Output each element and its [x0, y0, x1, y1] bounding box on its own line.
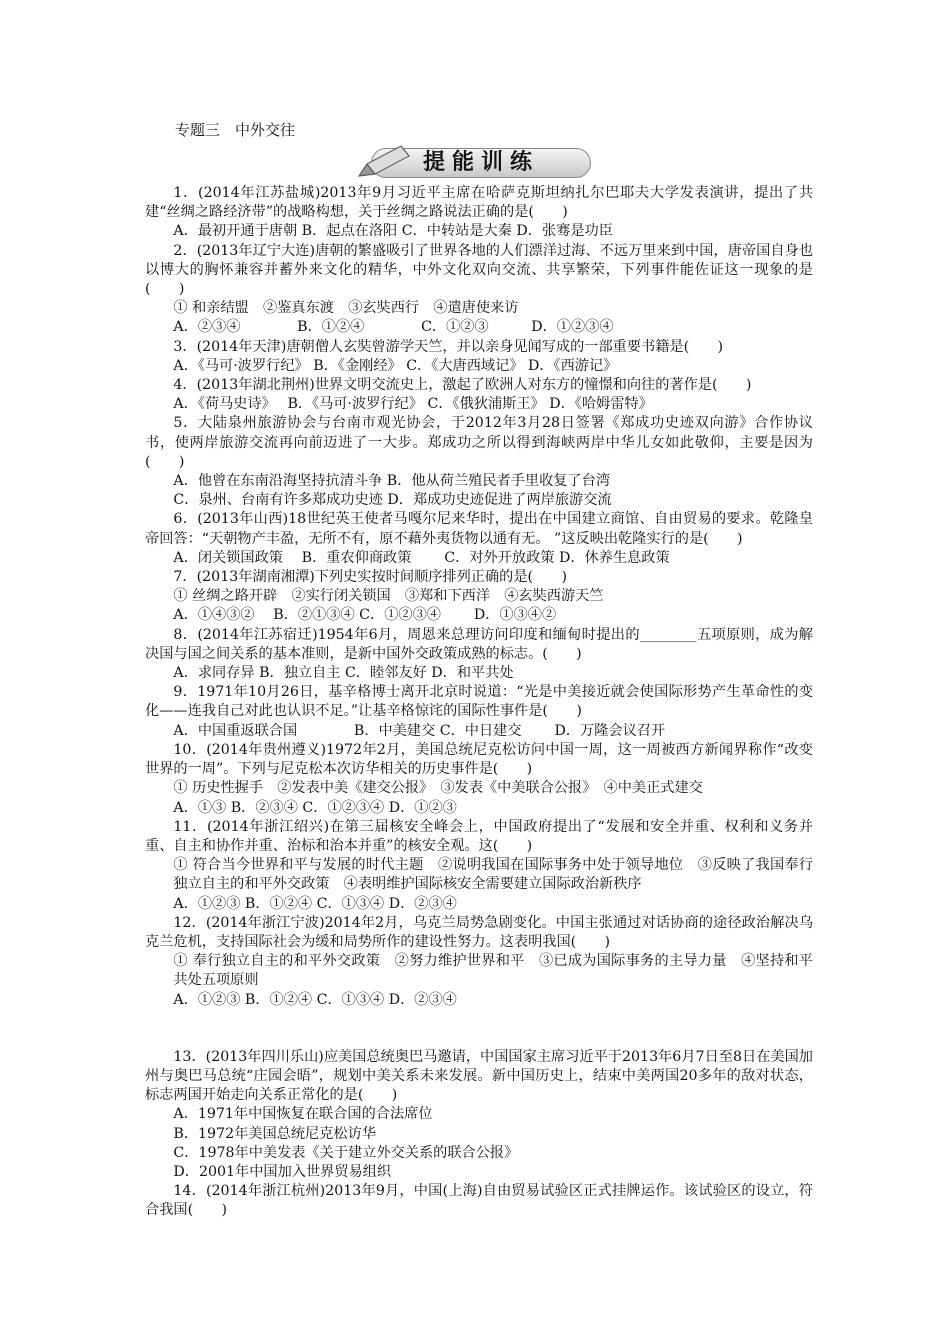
- question-text: (2013年湖北荆州)世界文明交流史上，激起了欧洲人对东方的憧憬和向往的著作是( ): [196, 377, 752, 394]
- question-stem: [145, 914, 813, 952]
- question-item: [145, 914, 813, 1010]
- question-item: [145, 1048, 813, 1182]
- question-number: 13．: [173, 1048, 206, 1065]
- question-number: 8．: [173, 626, 198, 643]
- question-stem: [145, 184, 813, 222]
- question-text: (2014年江苏盐城)2013年9月习近平主席在哈萨克斯坦纳扎尔巴耶夫大学发表演讲，提出了共建“丝绸之路经济带”的战略构想，关于丝绸之路说法正确的是( ): [145, 185, 814, 221]
- option-line: C．泉州、台南有许多郑成功史迹 D．郑成功史迹促进了两岸旅游交流: [173, 492, 612, 509]
- question-item: [145, 683, 813, 741]
- question-item: [145, 414, 813, 510]
- question-list: [145, 184, 813, 1221]
- question-stem: [145, 1048, 813, 1106]
- question-text: 1971年10月26日，基辛格博士离开北京时说道：“光是中美接近就会使国际形势产生革命性的变化——连我自己对此也认识不足。”让基辛格惊诧的国际性事件是( ): [145, 684, 814, 720]
- option-line: ① 丝绸之路开辟 ②实行闭关锁国 ③郑和下西洋 ④玄奘西游天竺: [173, 588, 604, 605]
- question-stem: [145, 338, 813, 357]
- option-line: A．他曾在东南沿海坚持抗清斗争 B．他从荷兰殖民者手里收复了台湾: [173, 473, 611, 490]
- question-stem: [145, 242, 813, 300]
- blank-gap: [145, 1010, 813, 1048]
- question-number: 5．: [173, 415, 198, 432]
- question-text: (2013年湖南湘潭)下列史实按时间顺序排列正确的是( ): [196, 569, 567, 586]
- option-line: A．①③ B．②③④ C．①②③④ D．①②③: [173, 799, 457, 816]
- question-stem: [145, 626, 813, 664]
- question-text: (2013年辽宁大连)唐朝的繁盛吸引了世界各地的人们漂洋过海、不远万里来到中国，唐帝国自身也以博大的胸怀兼容并蓄外来文化的精华，中外文化双向交流、共享繁荣，下列事件能佐证这一现象的是( ): [145, 242, 813, 298]
- question-stem: [145, 1182, 813, 1220]
- question-item: [145, 568, 813, 626]
- question-number: 10．: [173, 741, 207, 758]
- question-item: [145, 818, 813, 914]
- option-line: ① 奉行独立自主的和平外交政策 ②努力维护世界和平 ③已成为国际事务的主导力量 ④坚持和平共处五项原则: [173, 953, 813, 989]
- question-text: (2014年天津)唐朝僧人玄奘曾游学天竺，并以亲身见闻写成的一部重要书籍是( ): [196, 338, 724, 355]
- question-number: 12．: [173, 914, 206, 931]
- question-number: 9．: [173, 684, 198, 701]
- question-item: [145, 184, 813, 242]
- question-text: 大陆泉州旅游协会与台南市观光协会，于2012年3月28日签署《郑成功史迹双向游》合作协议书，使两岸旅游交流再向前迈进了一大步。郑成功之所以得到海峡两岸中华儿女如此敬仰，主要是因为( ): [145, 415, 813, 470]
- question-number: 11．: [173, 818, 207, 835]
- question-number: 7．: [173, 569, 197, 586]
- option-line: A．《荷马史诗》 B．《马可·波罗行纪》 C．《俄狄浦斯王》 D．《哈姆雷特》: [173, 396, 653, 413]
- question-text: (2014年江苏宿迁)1954年6月，周恩来总理访问印度和缅甸时提出的________五项原则，成为解决国与国之间关系的基本准则，是新中国外交政策成熟的标志。( ): [145, 626, 813, 662]
- option-line: B．1972年美国总统尼克松访华: [173, 1125, 376, 1142]
- question-stem: [145, 818, 813, 856]
- question-stem: [145, 741, 813, 779]
- option-line: A．①④③② B．②①③④ C．①②③④ D．①③④②: [173, 607, 557, 624]
- option-line: ① 和亲结盟 ②鉴真东渡 ③玄奘西行 ④遣唐使来访: [173, 300, 519, 317]
- option-line: A．中国重返联合国 B．中美建交 C．中日建交 D．万隆会议召开: [173, 722, 666, 739]
- banner: [353, 142, 593, 180]
- section-title: 专题三 中外交往: [175, 121, 296, 139]
- question-text: (2013年四川乐山)应美国总统奥巴马邀请，中国国家主席习近平于2013年6月7日至8日在美国加州与奥巴马总统“庄园会晤”，规划中美关系未来发展。新中国历史上，结束中美两国20多年的敌对状态，标志两国开始走向关系正常化的是( ): [145, 1048, 813, 1104]
- question-item: [145, 376, 813, 414]
- question-text: (2014年浙江杭州)2013年9月，中国(上海)自由贸易试验区正式挂牌运作。该试验区的设立，符合我国( ): [145, 1183, 813, 1219]
- question-stem: [145, 376, 813, 395]
- question-text: (2014年贵州遵义)1972年2月，美国总统尼克松访问中国一周，这一周被西方新闻界称作“改变世界的一周”。下列与尼克松本次访华相关的历史事件是( ): [145, 741, 813, 778]
- option-line: A．最初开通于唐朝 B．起点在洛阳 C．中转站是大秦 D．张骞是功臣: [173, 223, 613, 240]
- question-number: 3．: [173, 338, 197, 355]
- question-number: 2．: [173, 242, 197, 259]
- option-line: ① 符合当今世界和平与发展的时代主题 ②说明我国在国际事务中处于领导地位 ③反映了我国奉行独立自主的和平外交政策 ④表明维护国际核安全需要建立国际政治新秩序: [173, 857, 813, 893]
- question-stem: [145, 510, 813, 548]
- question-item: [145, 510, 813, 568]
- option-line: A．①②③ B．①②④ C．①③④ D．②③④: [173, 991, 457, 1008]
- question-stem: [145, 414, 813, 472]
- question-item: [145, 626, 813, 684]
- banner-title: 提能训练: [423, 149, 540, 175]
- question-text: (2014年浙江绍兴)在第三届核安全峰会上，中国政府提出了“发展和安全并重、权利和义务并重、自主和协作并重、治标和治本并重”的核安全观。这( ): [145, 818, 813, 854]
- question-text: (2014年浙江宁波)2014年2月，乌克兰局势急剧变化。中国主张通过对话协商的途径政治解决乌克兰危机，支持国际社会为缓和局势所作的建设性努力。这表明我国( ): [145, 914, 814, 950]
- option-line: A．②③④ B．①②④ C．①②③ D．①②③④: [173, 319, 614, 336]
- document-page: [145, 118, 813, 1221]
- question-item: [145, 242, 813, 338]
- question-number: 14．: [173, 1183, 206, 1200]
- pencil-icon: [353, 142, 423, 182]
- question-item: [145, 1182, 813, 1220]
- question-number: 6．: [173, 511, 198, 528]
- option-line: D．2001年中国加入世界贸易组织: [173, 1163, 392, 1180]
- question-number: 4．: [173, 377, 197, 394]
- question-item: [145, 338, 813, 376]
- option-line: A．1971年中国恢复在联合国的合法席位: [173, 1106, 433, 1123]
- option-line: A．闭关锁国政策 B．重农仰商政策 C．对外开放政策 D．休养生息政策: [173, 549, 670, 566]
- question-stem: [145, 568, 813, 587]
- question-stem: [145, 683, 813, 721]
- question-item: [145, 741, 813, 818]
- option-line: ① 历史性握手 ②发表中美《建交公报》 ③发表《中美联合公报》 ④中美正式建交: [173, 780, 703, 797]
- question-text: (2013年山西)18世纪英王使者马嘎尔尼来华时，提出在中国建立商馆、自由贸易的要求。乾隆皇帝回答：“天朝物产丰盈，无所不有，原不藉外夷货物以通有无。 ”这反映出乾隆实行的是( ): [145, 511, 814, 547]
- question-number: 1．: [173, 185, 199, 201]
- option-line: A．①②③ B．①②④ C．①③④ D．②③④: [173, 895, 457, 912]
- option-line: C．1978年中美发表《关于建立外交关系的联合公报》: [173, 1144, 519, 1161]
- option-line: A．求同存异 B．独立自主 C．睦邻友好 D．和平共处: [173, 665, 514, 682]
- option-line: A．《马可·波罗行纪》 B．《金刚经》 C．《大唐西域记》 D．《西游记》: [173, 357, 618, 374]
